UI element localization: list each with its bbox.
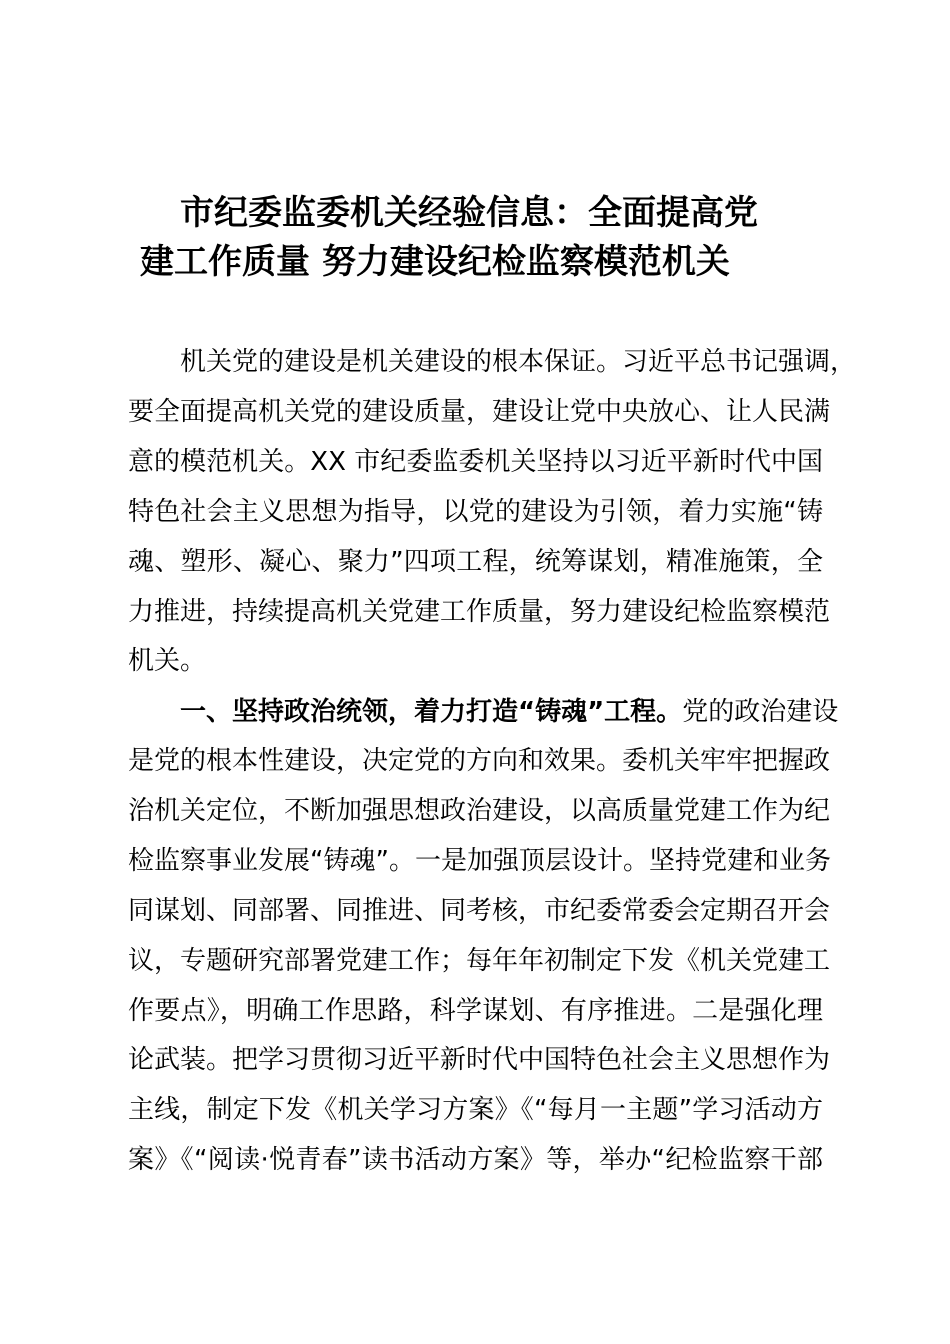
section-first-line: [180, 696, 839, 728]
title-line-1: 市纪委监委机关经验信息：全面提高党: [180, 193, 758, 233]
text-line: 同谋划、同部署、同推进、同考核，市纪委常委会定期召开会: [128, 896, 831, 926]
text-line: 治机关定位，不断加强思想政治建设，以高质量党建工作为纪: [128, 796, 831, 826]
text-line: 主线，制定下发《机关学习方案》《“每月一主题”学习活动方: [128, 1095, 823, 1125]
text-line: 特色社会主义思想为指导，以党的建设为引领，着力实施“铸: [128, 497, 823, 527]
text-line: 是党的根本性建设，决定党的方向和效果。委机关牢牢把握政: [128, 746, 831, 776]
text-line: 论武装。把学习贯彻习近平新时代中国特色社会主义思想作为: [128, 1045, 831, 1075]
text-line: 意的模范机关。XX 市纪委监委机关坚持以习近平新时代中国: [128, 447, 823, 477]
text-line: 检监察事业发展“铸魂”。一是加强顶层设计。坚持党建和业务: [128, 846, 831, 876]
text-span: 党的政治建设: [682, 697, 839, 727]
section-heading: 一、坚持政治统领，着力打造“铸魂”工程。: [180, 697, 683, 727]
text-line: 机关。: [128, 646, 207, 676]
text-line: 作要点》，明确工作思路，科学谋划、有序推进。二是强化理: [128, 996, 823, 1026]
text-line: 力推进，持续提高机关党建工作质量，努力建设纪检监察模范: [128, 597, 831, 627]
title-line-2: 建工作质量 努力建设纪检监察模范机关: [140, 242, 730, 282]
text-line: 议，专题研究部署党建工作；每年年初制定下发《机关党建工: [128, 946, 831, 976]
text-line: 机关党的建设是机关建设的根本保证。习近平总书记强调，: [180, 347, 857, 377]
text-line: 案》《“阅读·悦青春”读书活动方案》等，举办“纪检监察干部: [128, 1145, 823, 1175]
text-line: 魂、塑形、凝心、聚力”四项工程，统筹谋划，精准施策，全: [128, 547, 823, 577]
text-line: 要全面提高机关党的建设质量，建设让党中央放心、让人民满: [128, 397, 831, 427]
